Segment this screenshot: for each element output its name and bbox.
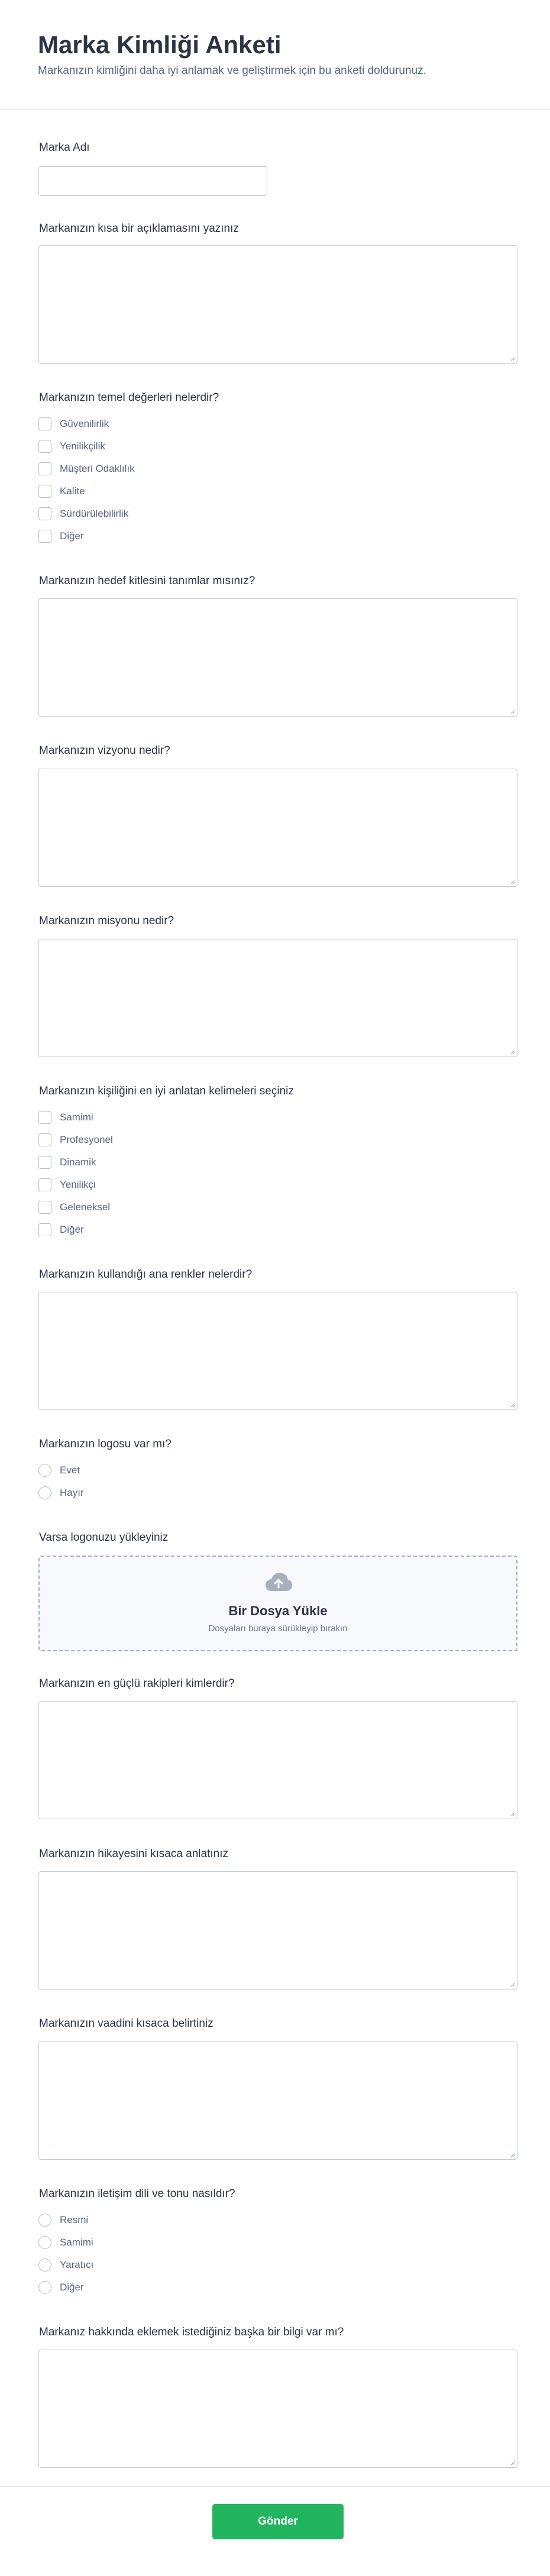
values-label: Markanızın temel değerleri nelerdir? xyxy=(39,391,219,404)
checkbox[interactable] xyxy=(38,530,51,543)
values-option[interactable]: Yenilikçilik xyxy=(38,439,105,453)
personality-option[interactable]: Geleneksel xyxy=(38,1200,110,1214)
tone-option[interactable]: Resmi xyxy=(38,2213,88,2227)
cloud-upload-icon xyxy=(264,1571,293,1595)
checkbox[interactable] xyxy=(38,1223,51,1236)
checkbox[interactable] xyxy=(38,440,51,453)
resize-handle-icon[interactable] xyxy=(509,1049,515,1055)
values-option[interactable]: Diğer xyxy=(38,529,84,543)
personality-label: Markanızın kişiliğini en iyi anlatan kelimeleri seçiniz xyxy=(39,1085,294,1097)
vision-textarea[interactable] xyxy=(38,769,517,887)
values-option[interactable]: Müşteri Odaklılık xyxy=(38,462,135,476)
file-upload-dropzone[interactable] xyxy=(38,1556,517,1651)
personality-option[interactable]: Profesyonel xyxy=(38,1133,113,1147)
resize-handle-icon[interactable] xyxy=(509,2460,515,2465)
checkbox[interactable] xyxy=(38,1178,51,1191)
checkbox[interactable] xyxy=(38,462,51,475)
logo-upload-label: Varsa logonuzu yükleyiniz xyxy=(39,1531,169,1544)
radio-button[interactable] xyxy=(38,1486,51,1499)
resize-handle-icon[interactable] xyxy=(509,1402,515,1408)
audience-textarea[interactable] xyxy=(38,598,517,717)
submit-button[interactable]: Gönder xyxy=(212,2504,344,2539)
colors-label: Markanızın kullandığı ana renkler nelerdir? xyxy=(39,1268,253,1281)
checkbox[interactable] xyxy=(38,417,51,430)
resize-handle-icon[interactable] xyxy=(509,708,515,714)
description-textarea[interactable] xyxy=(38,245,517,364)
checkbox[interactable] xyxy=(38,1156,51,1169)
mission-textarea[interactable] xyxy=(38,939,517,1057)
resize-handle-icon[interactable] xyxy=(509,355,515,361)
checkbox[interactable] xyxy=(38,1201,51,1214)
colors-textarea[interactable] xyxy=(38,1292,517,1410)
checkbox[interactable] xyxy=(38,507,51,520)
checkbox[interactable] xyxy=(38,485,51,498)
resize-handle-icon[interactable] xyxy=(509,879,515,884)
extra-label: Markanız hakkında eklemek istediğiniz başka bir bilgi var mı? xyxy=(39,2326,344,2338)
extra-textarea[interactable] xyxy=(38,2350,517,2468)
tone-label: Markanızın iletişim dili ve tonu nasıldır? xyxy=(39,2188,235,2200)
tone-option[interactable]: Samimi xyxy=(38,2235,93,2250)
resize-handle-icon[interactable] xyxy=(509,2151,515,2157)
values-option[interactable]: Güvenilirlik xyxy=(38,417,109,431)
tone-option[interactable]: Yaratıcı xyxy=(38,2258,93,2272)
page-subtitle: Markanızın kimliğini daha iyi anlamak ve geliştirmek için bu anketi doldurunuz. xyxy=(38,64,426,77)
promise-label: Markanızın vaadini kısaca belirtiniz xyxy=(39,2017,213,2030)
audience-label: Markanızın hedef kitlesini tanımlar mısınız? xyxy=(39,575,255,587)
values-option[interactable]: Sürdürülebilirlik xyxy=(38,507,128,521)
has-logo-option[interactable]: Evet xyxy=(38,1463,80,1477)
radio-button[interactable] xyxy=(38,1464,51,1477)
radio-button[interactable] xyxy=(38,2281,51,2294)
competitors-textarea[interactable] xyxy=(38,1701,517,1819)
has-logo-option[interactable]: Hayır xyxy=(38,1486,84,1500)
promise-textarea[interactable] xyxy=(38,2042,517,2160)
upload-hint: Dosyaları buraya sürükleyip bırakın xyxy=(208,1624,348,1634)
checkbox[interactable] xyxy=(38,1133,51,1146)
form-header xyxy=(0,0,550,110)
upload-title: Bir Dosya Yükle xyxy=(228,1603,328,1618)
tone-option[interactable]: Diğer xyxy=(38,2280,84,2295)
checkbox[interactable] xyxy=(38,1111,51,1124)
brand-name-input[interactable] xyxy=(38,166,267,196)
resize-handle-icon[interactable] xyxy=(509,1981,515,1987)
story-label: Markanızın hikayesini kısaca anlatınız xyxy=(39,1848,228,1860)
competitors-label: Markanızın en güçlü rakipleri kimlerdir? xyxy=(39,1677,235,1690)
description-label: Markanızın kısa bir açıklamasını yazınız xyxy=(39,222,239,235)
personality-option[interactable]: Yenilikçi xyxy=(38,1178,96,1192)
radio-button[interactable] xyxy=(38,2259,51,2272)
story-textarea[interactable] xyxy=(38,1871,517,1989)
personality-option[interactable]: Diğer xyxy=(38,1223,84,1237)
radio-button[interactable] xyxy=(38,2236,51,2249)
values-option[interactable]: Kalite xyxy=(38,484,85,498)
mission-label: Markanızın misyonu nedir? xyxy=(39,915,174,927)
resize-handle-icon[interactable] xyxy=(509,1811,515,1817)
page-title: Marka Kimliği Anketi xyxy=(38,31,282,59)
radio-button[interactable] xyxy=(38,2214,51,2227)
vision-label: Markanızın vizyonu nedir? xyxy=(39,744,170,757)
personality-option[interactable]: Samimi xyxy=(38,1110,93,1125)
brand-name-label: Marka Adı xyxy=(39,141,90,154)
personality-option[interactable]: Dinamik xyxy=(38,1155,96,1169)
has-logo-label: Markanızın logosu var mı? xyxy=(39,1438,172,1450)
